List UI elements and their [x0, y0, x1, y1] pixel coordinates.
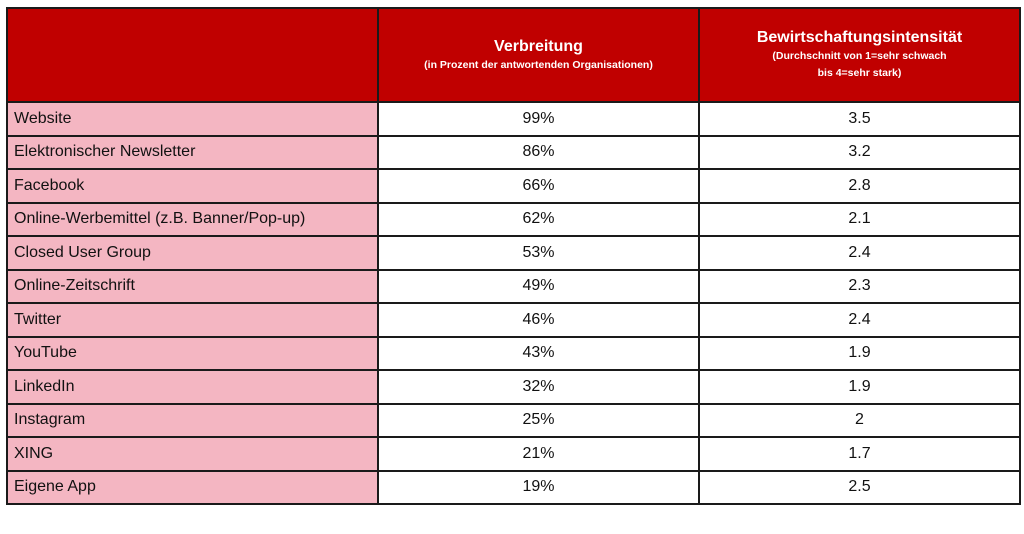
row-label-cell: XING	[7, 437, 378, 471]
intensitaet-cell: 2	[699, 404, 1020, 438]
table-row	[7, 471, 1020, 505]
verbreitung-cell: 99%	[378, 102, 699, 136]
intensitaet-cell: 1.9	[699, 337, 1020, 371]
row-label-cell: Twitter	[7, 303, 378, 337]
row-label-cell: YouTube	[7, 337, 378, 371]
table-container	[6, 7, 1019, 505]
table-row	[7, 136, 1020, 170]
row-label-cell: Eigene App	[7, 471, 378, 505]
verbreitung-cell: 86%	[378, 136, 699, 170]
row-label-cell: Closed User Group	[7, 236, 378, 270]
row-label-cell: Facebook	[7, 169, 378, 203]
intensitaet-cell: 3.5	[699, 102, 1020, 136]
intensitaet-cell: 3.2	[699, 136, 1020, 170]
intensitaet-cell: 1.7	[699, 437, 1020, 471]
verbreitung-cell: 19%	[378, 471, 699, 505]
table-row	[7, 404, 1020, 438]
intensitaet-cell: 2.4	[699, 236, 1020, 270]
row-label-cell: Online-Zeitschrift	[7, 270, 378, 304]
intensitaet-cell: 2.8	[699, 169, 1020, 203]
verbreitung-cell: 49%	[378, 270, 699, 304]
row-label-cell: Instagram	[7, 404, 378, 438]
intensitaet-cell: 1.9	[699, 370, 1020, 404]
table-row	[7, 102, 1020, 136]
table-row	[7, 169, 1020, 203]
table-row	[7, 337, 1020, 371]
table-row	[7, 370, 1020, 404]
header-verbreitung-subtitle: (in Prozent der antwortenden Organisationen)	[424, 58, 653, 71]
header-intensitaet-subtitle: (Durchschnitt von 1=sehr schwach bis 4=sehr stark)	[772, 50, 947, 79]
table-row	[7, 270, 1020, 304]
verbreitung-cell: 25%	[378, 404, 699, 438]
verbreitung-cell: 46%	[378, 303, 699, 337]
header-row	[7, 8, 1020, 102]
intensitaet-cell: 2.4	[699, 303, 1020, 337]
verbreitung-cell: 53%	[378, 236, 699, 270]
intensitaet-cell: 2.5	[699, 471, 1020, 505]
row-label-cell: Elektronischer Newsletter	[7, 136, 378, 170]
table-row	[7, 236, 1020, 270]
verbreitung-cell: 66%	[378, 169, 699, 203]
data-table	[6, 7, 1021, 505]
table-row	[7, 437, 1020, 471]
intensitaet-cell: 2.1	[699, 203, 1020, 237]
verbreitung-cell: 32%	[378, 370, 699, 404]
header-intensitaet-title: Bewirtschaftungsintensität	[756, 29, 963, 46]
header-verbreitung	[378, 8, 699, 102]
row-label-cell: Website	[7, 102, 378, 136]
table-body	[7, 102, 1020, 504]
header-empty-cell	[7, 8, 378, 102]
verbreitung-cell: 62%	[378, 203, 699, 237]
table-row	[7, 303, 1020, 337]
verbreitung-cell: 43%	[378, 337, 699, 371]
table-row	[7, 203, 1020, 237]
row-label-cell: LinkedIn	[7, 370, 378, 404]
intensitaet-cell: 2.3	[699, 270, 1020, 304]
verbreitung-cell: 21%	[378, 437, 699, 471]
row-label-cell: Online-Werbemittel (z.B. Banner/Pop-up)	[7, 203, 378, 237]
header-verbreitung-title: Verbreitung	[494, 37, 583, 55]
header-intensitaet	[699, 8, 1020, 102]
